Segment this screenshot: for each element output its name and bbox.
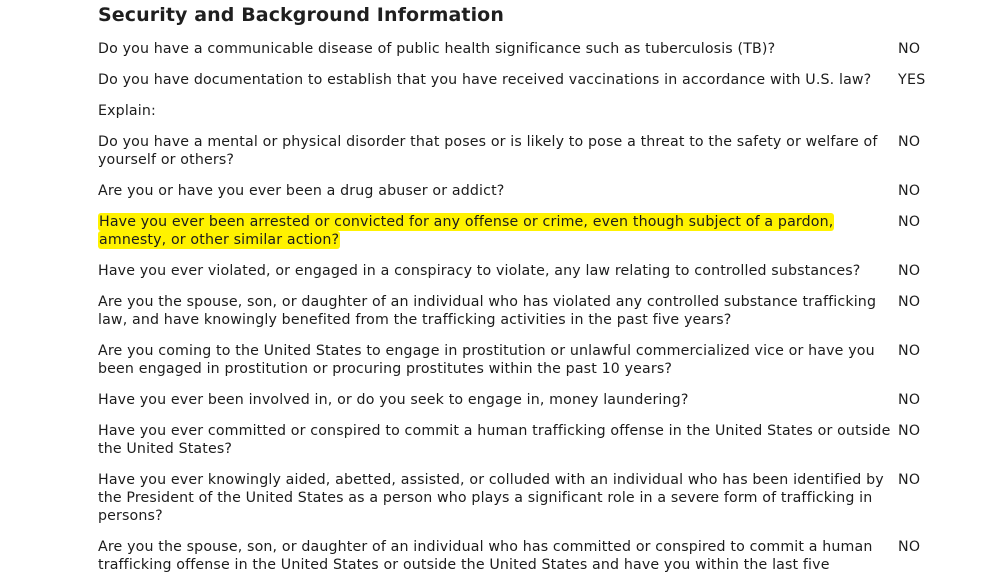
question-text [98, 391, 891, 409]
question-label: Are you the spouse, son, or daughter of an individual who has violated any controlled substance trafficking law, and have knowingly benefited from the trafficking activities in the past five years? [98, 294, 877, 328]
question-label: Have you ever knowingly aided, abetted, assisted, or colluded with an individual who has been identified by the President of the United States as a person who plays a significant role in a severe form of trafficking in persons? [98, 472, 884, 524]
question-text [98, 342, 891, 378]
question-row [98, 71, 978, 89]
answer-value: NO [898, 134, 921, 150]
answer-value: YES [898, 72, 926, 88]
question-row [98, 102, 978, 120]
question-row-highlighted [98, 213, 978, 249]
question-row [98, 422, 978, 458]
question-text [98, 71, 891, 89]
highlighted-question-label: Have you ever been arrested or convicted for any offense or crime, even though subject of a pardon, amnesty, or other similar action? [99, 214, 834, 248]
question-text [98, 213, 891, 249]
question-text [98, 262, 891, 280]
question-row [98, 471, 978, 525]
question-text [98, 40, 891, 58]
answer-value: NO [898, 294, 921, 310]
question-text [98, 422, 891, 458]
answer-value: NO [898, 41, 921, 57]
question-row [98, 262, 978, 280]
question-row [98, 182, 978, 200]
question-row [98, 293, 978, 329]
question-label: Are you or have you ever been a drug abuser or addict? [98, 183, 505, 199]
question-text [98, 133, 891, 169]
question-list [98, 40, 978, 581]
answer-value: NO [898, 539, 921, 555]
question-row [98, 538, 978, 574]
answer-value: NO [898, 472, 921, 488]
answer-value: NO [898, 263, 921, 279]
question-text [98, 293, 891, 329]
question-label: Do you have documentation to establish that you have received vaccinations in accordance with U.S. law? [98, 72, 872, 88]
question-row [98, 133, 978, 169]
explain-label: Explain: [98, 103, 156, 119]
answer-value: NO [898, 423, 921, 439]
section-title: Security and Background Information [98, 4, 504, 26]
question-label: Have you ever committed or conspired to commit a human trafficking offense in the United States or outside the United States? [98, 423, 891, 457]
answer-value: NO [898, 392, 921, 408]
question-row [98, 391, 978, 409]
question-row [98, 342, 978, 378]
answer-value: NO [898, 183, 921, 199]
question-label: Are you coming to the United States to engage in prostitution or unlawful commercialized vice or have you been engaged in prostitution or procuring prostitutes within the past 10 years? [98, 343, 875, 377]
question-label: Have you ever violated, or engaged in a conspiracy to violate, any law relating to controlled substances? [98, 263, 861, 279]
question-text [98, 538, 891, 574]
question-label: Do you have a mental or physical disorder that poses or is likely to pose a threat to the safety or welfare of yourself or others? [98, 134, 878, 168]
question-label: Have you ever been involved in, or do you seek to engage in, money laundering? [98, 392, 689, 408]
question-label: Do you have a communicable disease of public health significance such as tuberculosis (TB)? [98, 41, 776, 57]
question-text [98, 102, 891, 120]
question-text [98, 471, 891, 525]
answer-value: NO [898, 214, 921, 230]
question-row [98, 40, 978, 58]
question-text [98, 182, 891, 200]
question-label: Are you the spouse, son, or daughter of an individual who has committed or conspired to commit a human trafficking offense in the United States or outside the United States and have you within the last five [98, 539, 873, 573]
answer-value: NO [898, 343, 921, 359]
